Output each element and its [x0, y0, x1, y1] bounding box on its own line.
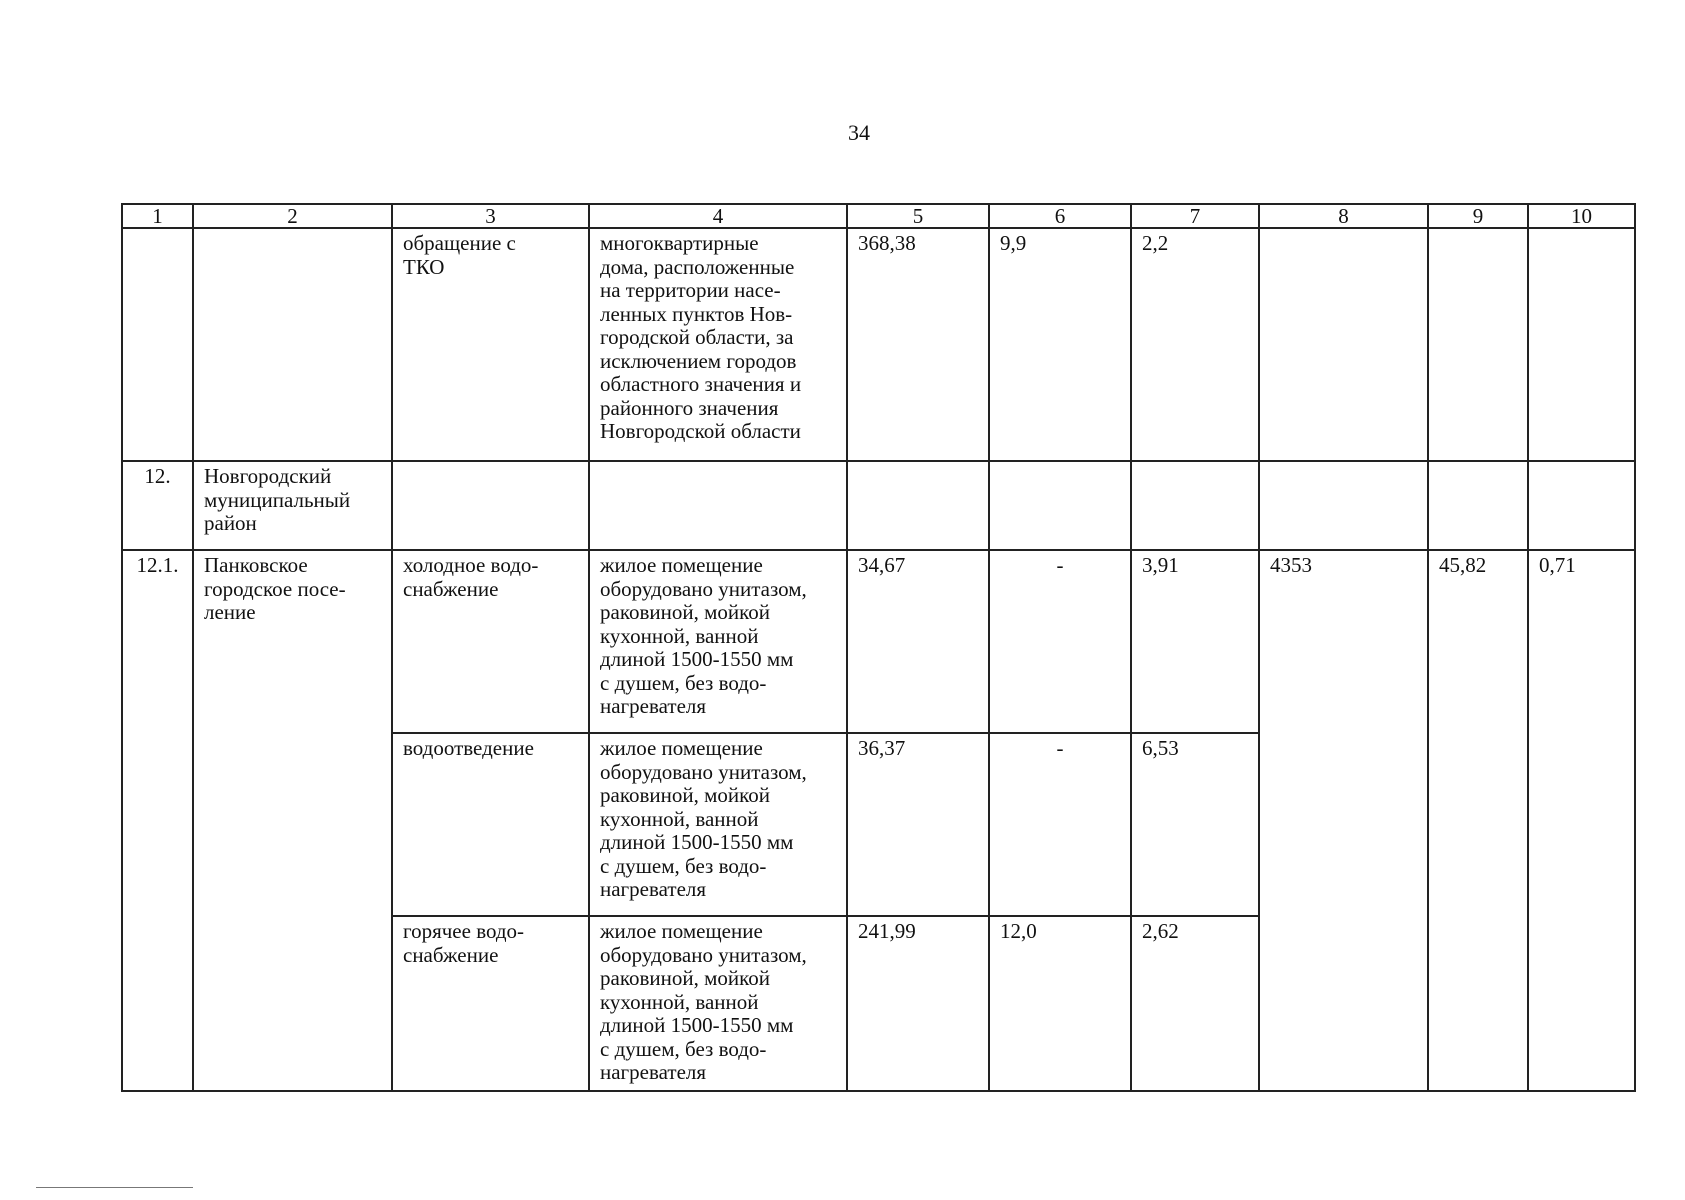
table-header-row — [122, 204, 1635, 228]
municipality-cell — [193, 228, 392, 461]
service-text: обращение с ТКО — [403, 231, 516, 279]
service-text: холодное водо- снабжение — [403, 553, 539, 601]
municipality-cell — [193, 461, 392, 550]
page-number: 34 — [848, 120, 870, 145]
column-number-header: 7 — [1131, 204, 1259, 228]
column-number-header: 5 — [847, 204, 989, 228]
row-number-cell — [122, 228, 193, 461]
description-text: жилое помещение оборудовано унитазом, раковиной, мойкой кухонной, ванной длиной 1500-1550 мм с душем, без водо- нагревателя — [600, 919, 807, 1084]
description-cell — [589, 550, 847, 733]
column-number-header: 1 — [122, 204, 193, 228]
description-cell — [589, 461, 847, 550]
municipality-text: Панковское городское посе- ление — [204, 553, 346, 624]
column-number-header: 6 — [989, 204, 1131, 228]
value-cell: 4353 — [1259, 550, 1428, 1091]
value-cell: 12,0 — [989, 916, 1131, 1091]
table-row — [122, 550, 1635, 733]
value-cell: 368,38 — [847, 228, 989, 461]
row-number-cell: 12. — [122, 461, 193, 550]
value-cell — [1528, 461, 1635, 550]
description-text: жилое помещение оборудовано унитазом, раковиной, мойкой кухонной, ванной длиной 1500-1550 мм с душем, без водо- нагревателя — [600, 736, 807, 901]
value-cell — [1428, 228, 1528, 461]
column-number-header: 9 — [1428, 204, 1528, 228]
value-cell — [1428, 461, 1528, 550]
description-text: многоквартирные дома, расположенные на территории насе- ленных пунктов Нов- городской области, за исключением городов областного значения и районного значения Новгородской области — [600, 231, 802, 443]
description-text: жилое помещение оборудовано унитазом, раковиной, мойкой кухонной, ванной длиной 1500-1550 мм с душем, без водо- нагревателя — [600, 553, 807, 718]
description-cell — [589, 228, 847, 461]
column-number-header: 3 — [392, 204, 589, 228]
service-text: горячее водо- снабжение — [403, 919, 525, 967]
column-number-header: 2 — [193, 204, 392, 228]
value-cell — [1259, 461, 1428, 550]
value-cell: 0,71 — [1528, 550, 1635, 1091]
value-cell: 34,67 — [847, 550, 989, 733]
value-cell: 45,82 — [1428, 550, 1528, 1091]
description-cell — [589, 916, 847, 1091]
service-cell — [392, 550, 589, 733]
value-cell — [1131, 461, 1259, 550]
value-cell — [989, 461, 1131, 550]
service-cell — [392, 461, 589, 550]
table-row — [122, 228, 1635, 461]
value-cell — [1528, 228, 1635, 461]
column-number-header: 4 — [589, 204, 847, 228]
service-text: водоотведение — [403, 736, 534, 760]
value-cell: - — [989, 550, 1131, 733]
municipality-cell — [193, 550, 392, 1091]
description-cell — [589, 733, 847, 916]
value-cell: 9,9 — [989, 228, 1131, 461]
column-number-header: 10 — [1528, 204, 1635, 228]
row-number-cell: 12.1. — [122, 550, 193, 1091]
tariff-table — [121, 203, 1636, 1092]
service-cell — [392, 733, 589, 916]
service-cell — [392, 916, 589, 1091]
table-row — [122, 461, 1635, 550]
column-number-header: 8 — [1259, 204, 1428, 228]
value-cell: 241,99 — [847, 916, 989, 1091]
value-cell: 2,2 — [1131, 228, 1259, 461]
value-cell: 6,53 — [1131, 733, 1259, 916]
value-cell: 2,62 — [1131, 916, 1259, 1091]
service-cell — [392, 228, 589, 461]
footnote-divider — [36, 1187, 193, 1188]
value-cell: 36,37 — [847, 733, 989, 916]
municipality-text: Новгородский муниципальный район — [204, 464, 351, 535]
value-cell: 3,91 — [1131, 550, 1259, 733]
value-cell — [847, 461, 989, 550]
value-cell — [1259, 228, 1428, 461]
value-cell: - — [989, 733, 1131, 916]
